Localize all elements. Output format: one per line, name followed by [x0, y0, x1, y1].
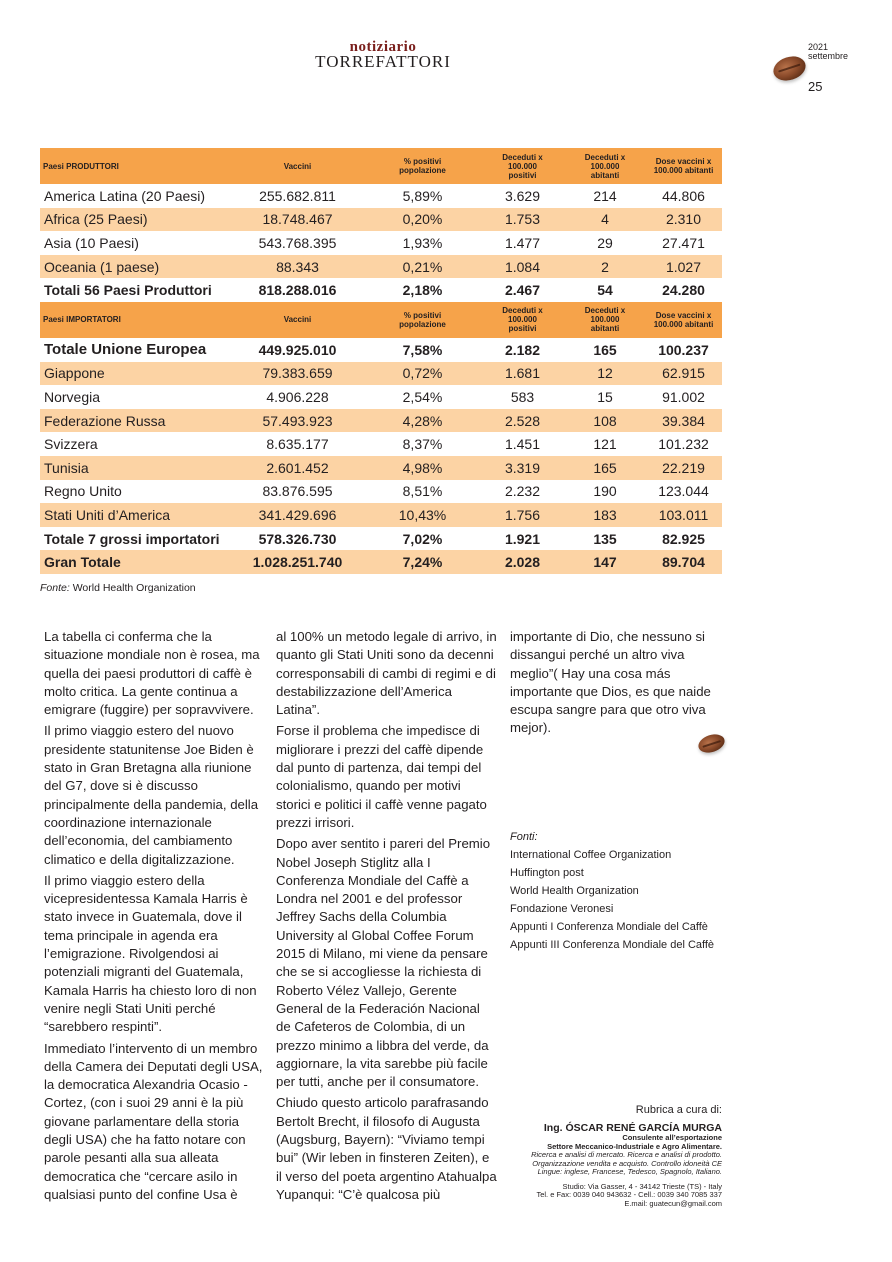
header-cell: % positivi popolazione	[365, 302, 480, 338]
masthead-bottom: TORREFATTORI	[315, 52, 451, 71]
cell: 88.343	[230, 255, 365, 279]
cell: 24.280	[662, 282, 705, 299]
author-email: E.mail: guatecun@gmail.com	[624, 1198, 722, 1208]
cell: 214	[593, 187, 617, 204]
cell: 0,20%	[365, 208, 480, 232]
cell: 1.028.251.740	[230, 550, 365, 574]
cell: Totale 7 grossi importatori	[44, 530, 220, 547]
article-column-1	[44, 628, 269, 1207]
cell: Giappone	[40, 362, 230, 386]
header-cell: Deceduti x 100.000 positivi	[480, 148, 565, 184]
cell: 165	[565, 456, 645, 480]
cell: 578.326.730	[258, 530, 337, 547]
header-cell: Paesi PRODUTTORI	[40, 148, 230, 184]
cell: 3.629	[504, 187, 541, 204]
cell: 1,93%	[402, 234, 443, 251]
author-languages: Lingue: inglese, Francese, Tedesco, Spagnolo, Italiano.	[537, 1167, 722, 1176]
source-item: Fondazione Veronesi	[510, 903, 614, 915]
cell: 1.477	[504, 234, 541, 251]
issue-month: settembre	[808, 51, 849, 61]
cell: 1.921	[504, 530, 541, 547]
coffee-bean-icon	[770, 52, 808, 84]
header-cell: Paesi IMPORTATORI	[40, 302, 230, 338]
header-cell: Dose vaccini x 100.000 abitanti	[645, 302, 722, 338]
source-value: World Health Organization	[69, 582, 196, 594]
cell: 39.384	[645, 409, 722, 433]
cell: 12	[565, 362, 645, 386]
cell: 57.493.923	[230, 409, 365, 433]
covid-vaccine-table	[40, 148, 722, 574]
author-sector: Settore Meccanico-Industriale e Agro Alimentare.	[547, 1141, 722, 1151]
paragraph: La tabella ci conferma che la situazione mondiale non è rosea, ma quella dei paesi produttori di caffè è molto critica. La gente continua a emigrare (fuggire) per sopravvivere.	[44, 629, 260, 718]
cell: 0,21%	[365, 255, 480, 279]
cell: 1.681	[480, 362, 565, 386]
cell: 2,54%	[402, 388, 443, 405]
cell: 62.915	[645, 362, 722, 386]
paragraph: Il primo viaggio estero della vicepresidentessa Kamala Harris è stato invece in Guatemala, dove il tema principale in agenda era l’emigrazione. Rivolgendosi ai potenziali migranti del Guatemala, Kamala Harris ha chiesto loro di non venire negli Stati Uniti perché “sarebbero respinti”.	[44, 872, 257, 1035]
author-block	[440, 1123, 722, 1208]
cell: 4,28%	[365, 409, 480, 433]
cell: 89.704	[645, 550, 722, 574]
cell: Totali 56 Paesi Produttori	[44, 282, 212, 299]
header-cell: Vaccini	[230, 148, 365, 184]
sources-list	[510, 828, 714, 954]
rubrica-label: Rubrica a cura di:	[635, 1104, 722, 1116]
paragraph: Chiudo questo articolo parafrasando Bertolt Brecht, il filosofo di Augusta (Augsburg, Bayern): “Viviamo tempi bui” (Wir leben in finsteren Zeiten), e il verso del poeta argentino Atahualpa Yupanqui: “C’è qualcosa più	[276, 1095, 497, 1202]
cell: 29	[597, 234, 613, 251]
paragraph: importante di Dio, che nessuno si dissangui perché un altro viva meglio”( Hay una cosa más importante que Dios, es que naide escupa sangre para que otro viva mejor).	[510, 629, 711, 736]
cell: 583	[510, 388, 535, 405]
header-cell: Deceduti x 100.000 abitanti	[565, 148, 645, 184]
cell: 818.288.016	[258, 282, 337, 299]
cell: 255.682.811	[259, 187, 336, 204]
issue-year: 2021	[808, 42, 829, 52]
header-cell: % positivi popolazione	[365, 148, 480, 184]
cell: 2.310	[645, 208, 722, 232]
author-name: Ing. ÓSCAR RENÉ GARCÍA MURGA	[543, 1122, 722, 1134]
cell: 341.429.696	[230, 503, 365, 527]
table-header-importers	[40, 302, 722, 338]
paragraph: Immediato l’intervento di un membro della Camera dei Deputati degli USA, la democratica Alexandria Ocasio - Cortez, (con i suoi 29 anni è la più giovane parlamentare della storia degli USA) che ha fatto notare con parole pesanti alla sua alleata democratica che “cercare asilo in qualsiasi punto del confine Usa è	[44, 1040, 263, 1202]
cell: 101.232	[658, 436, 709, 453]
issue-date	[808, 43, 848, 61]
table-row	[40, 184, 722, 208]
cell: 79.383.659	[230, 362, 365, 386]
cell: 2.528	[480, 409, 565, 433]
table-row	[40, 409, 722, 433]
cell: Stati Uniti d’America	[40, 503, 230, 527]
table-header-producers	[40, 148, 722, 184]
cell: 2.467	[504, 282, 541, 299]
cell: 8,37%	[402, 436, 443, 453]
cell: 3.319	[480, 456, 565, 480]
table-row	[40, 255, 722, 279]
cell: 54	[597, 282, 613, 299]
cell: 2,18%	[402, 282, 443, 299]
cell: 44.806	[662, 187, 705, 204]
cell: Totale Unione Europea	[44, 341, 207, 359]
cell: Oceania (1 paese)	[40, 255, 230, 279]
cell: 1.753	[480, 208, 565, 232]
paragraph: Il primo viaggio estero del nuovo presidente statunitense Joe Biden è stato in Gran Bretagna alla riunione del G7, dove si è discusso principalmente della pandemia, della coordinazione internazionale dell’economia, del cambiamento climatico e della digitalizzazione.	[44, 723, 259, 867]
header-cell: Vaccini	[230, 302, 365, 338]
cell: 100.237	[658, 341, 709, 358]
cell: 2.028	[480, 550, 565, 574]
cell: 91.002	[662, 388, 705, 405]
cell: Gran Totale	[40, 550, 230, 574]
cell: 135	[593, 530, 617, 547]
cell: Africa (25 Paesi)	[40, 208, 230, 232]
table-row	[40, 385, 722, 409]
cell: 5,89%	[402, 187, 443, 204]
cell: 121	[593, 436, 617, 453]
cell: 2	[565, 255, 645, 279]
cell: 4	[565, 208, 645, 232]
source-item: Appunti III Conferenza Mondiale del Caffè	[510, 939, 715, 951]
cell: 165	[593, 341, 617, 358]
source-item: Appunti I Conferenza Mondiale del Caffè	[510, 921, 708, 933]
cell: 1.027	[645, 255, 722, 279]
article-column-2	[276, 628, 498, 1207]
cell: 4.906.228	[266, 388, 329, 405]
cell: 2.182	[504, 341, 541, 358]
author-details: Ricerca e analisi di mercato. Ricerca e analisi di prodotto.	[531, 1150, 722, 1159]
table-row	[40, 480, 722, 504]
table-row-grand-total	[40, 550, 722, 574]
cell: 103.011	[645, 503, 722, 527]
article-column-3	[510, 628, 732, 741]
cell: 18.748.467	[230, 208, 365, 232]
cell: 8.635.177	[266, 436, 329, 453]
table-source	[40, 582, 196, 594]
cell: 1.756	[480, 503, 565, 527]
author-details: Organizzazione vendita e acquisto. Controllo idoneità CE	[532, 1158, 722, 1168]
cell: 2.601.452	[230, 456, 365, 480]
paragraph: al 100% un metodo legale di arrivo, in quanto gli Stati Uniti sono da decenni corresponsabili di cambi di regimi e di destabilizzazione dell’America Latina”.	[276, 629, 497, 718]
header-cell: Deceduti x 100.000 positivi	[480, 302, 565, 338]
cell: Federazione Russa	[40, 409, 230, 433]
table-row	[40, 456, 722, 480]
cell: 543.768.395	[258, 234, 337, 251]
author-address: Studio: Via Gasser, 4 - 34142 Trieste (TS) - Italy	[562, 1181, 722, 1191]
cell: 449.925.010	[258, 341, 337, 358]
cell: Norvegia	[44, 388, 101, 405]
table-row	[40, 362, 722, 386]
source-label: Fonte:	[40, 582, 70, 594]
cell: 15	[597, 388, 613, 405]
cell: Asia (10 Paesi)	[44, 234, 139, 251]
cell: 183	[565, 503, 645, 527]
table-row	[40, 208, 722, 232]
table-row	[40, 503, 722, 527]
cell: America Latina (20 Paesi)	[44, 187, 206, 204]
source-item: International Coffee Organization	[510, 849, 672, 861]
cell: 82.925	[662, 530, 705, 547]
table-row	[40, 231, 722, 255]
header-cell: Dose vaccini x 100.000 abitanti	[645, 148, 722, 184]
cell: 7,24%	[365, 550, 480, 574]
cell: 22.219	[645, 456, 722, 480]
cell: 0,72%	[365, 362, 480, 386]
cell: Regno Unito	[44, 483, 122, 500]
table-row	[40, 432, 722, 456]
author-role: Consulente all’esportazione	[622, 1133, 722, 1142]
table-row-total-producers	[40, 278, 722, 302]
table-row-eu-total	[40, 338, 722, 362]
cell: 147	[565, 550, 645, 574]
masthead	[313, 40, 453, 70]
author-phone: Tel. e Fax: 0039 040 943632 - Cell.: 0039 340 7085 337	[536, 1190, 722, 1199]
paragraph: Forse il problema che impedisce di migliorare i prezzi del caffè dipende dal punto di partenza, dai tempi del colonialismo, quando per motivi storici e politici il caffè venne pagato prezzi irrisori.	[276, 723, 487, 830]
header-cell: Deceduti x 100.000 abitanti	[565, 302, 645, 338]
table-row-total-importers	[40, 527, 722, 551]
cell: 83.876.595	[262, 483, 333, 500]
source-item: World Health Organization	[510, 885, 639, 897]
cell: 123.044	[658, 483, 709, 500]
cell: 2.232	[504, 483, 541, 500]
cell: Tunisia	[40, 456, 230, 480]
sources-title: Fonti:	[510, 831, 538, 843]
cell: 1.084	[480, 255, 565, 279]
paragraph: Dopo aver sentito i pareri del Premio Nobel Joseph Stiglitz alla I Conferenza Mondiale del Caffè a Londra nel 2001 e del professor Jeffrey Sachs della Columbia University al Global Coffee Forum 2015 di Milano, mi viene da pensare che se si accogliesse la richiesta di Roberto Vélez Vallejo, Gerente General de la Federación Nacional de Cafeteros de Colombia, di un prezzo minimo a libbra del verde, da aggiornare, la vita sarebbe più facile per tutti, anche per il consumatore.	[276, 836, 491, 1090]
cell: 7,58%	[402, 341, 443, 358]
masthead-top: notiziario	[349, 39, 417, 55]
cell: 27.471	[662, 234, 705, 251]
cell: 4,98%	[365, 456, 480, 480]
cell: 10,43%	[365, 503, 480, 527]
cell: 8,51%	[402, 483, 443, 500]
cell: Svizzera	[44, 436, 98, 453]
cell: 7,02%	[402, 530, 443, 547]
page-number: 25	[808, 79, 823, 94]
cell: 190	[593, 483, 617, 500]
cell: 1.451	[504, 436, 541, 453]
cell: 108	[565, 409, 645, 433]
source-item: Huffington post	[510, 867, 584, 879]
